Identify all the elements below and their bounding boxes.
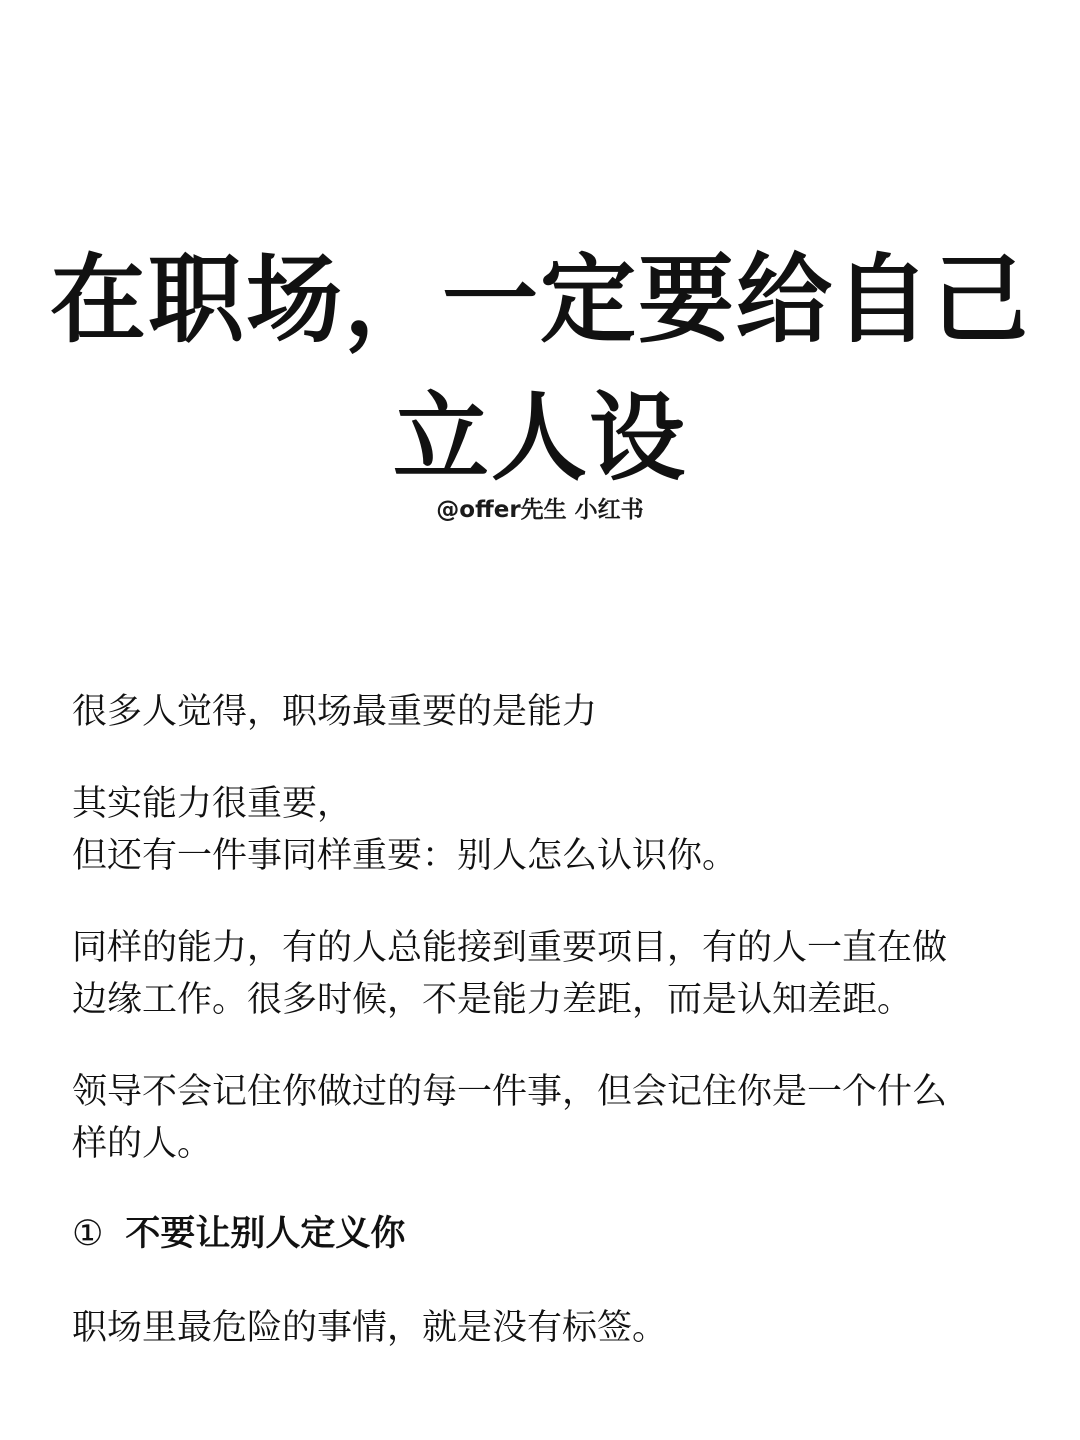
author-watermark: @offer先生 小红书 xyxy=(436,497,644,523)
section-number: ① xyxy=(72,1214,104,1254)
paragraph-4 xyxy=(72,1066,1012,1170)
paragraph-2 xyxy=(72,778,1012,882)
section-heading-text: 不要让别人定义你 xyxy=(125,1214,406,1254)
title-line-1: 在职场，一定要给自己 xyxy=(50,244,1030,356)
closing-paragraph xyxy=(72,1302,1012,1354)
paragraph-line: 同样的能力，有的人总能接到重要项目，有的人一直在做 xyxy=(72,928,948,968)
paragraph-3 xyxy=(72,922,1012,1026)
section-heading xyxy=(72,1208,405,1260)
paragraph-1 xyxy=(72,686,1012,738)
paragraph-line: 边缘工作。很多时候，不是能力差距，而是认知差距。 xyxy=(72,980,913,1020)
paragraph-line: 很多人觉得，职场最重要的是能力 xyxy=(72,692,598,732)
paragraph-line: 其实能力很重要， xyxy=(72,784,353,824)
paragraph-line: 职场里最危险的事情，就是没有标签。 xyxy=(72,1308,668,1348)
paragraph-line: 但还有一件事同样重要：别人怎么认识你。 xyxy=(72,836,738,876)
paragraph-line: 领导不会记住你做过的每一件事，但会记住你是一个什么 xyxy=(72,1072,948,1112)
paragraph-line: 样的人。 xyxy=(72,1124,213,1164)
title-line-2: 立人设 xyxy=(393,382,687,494)
